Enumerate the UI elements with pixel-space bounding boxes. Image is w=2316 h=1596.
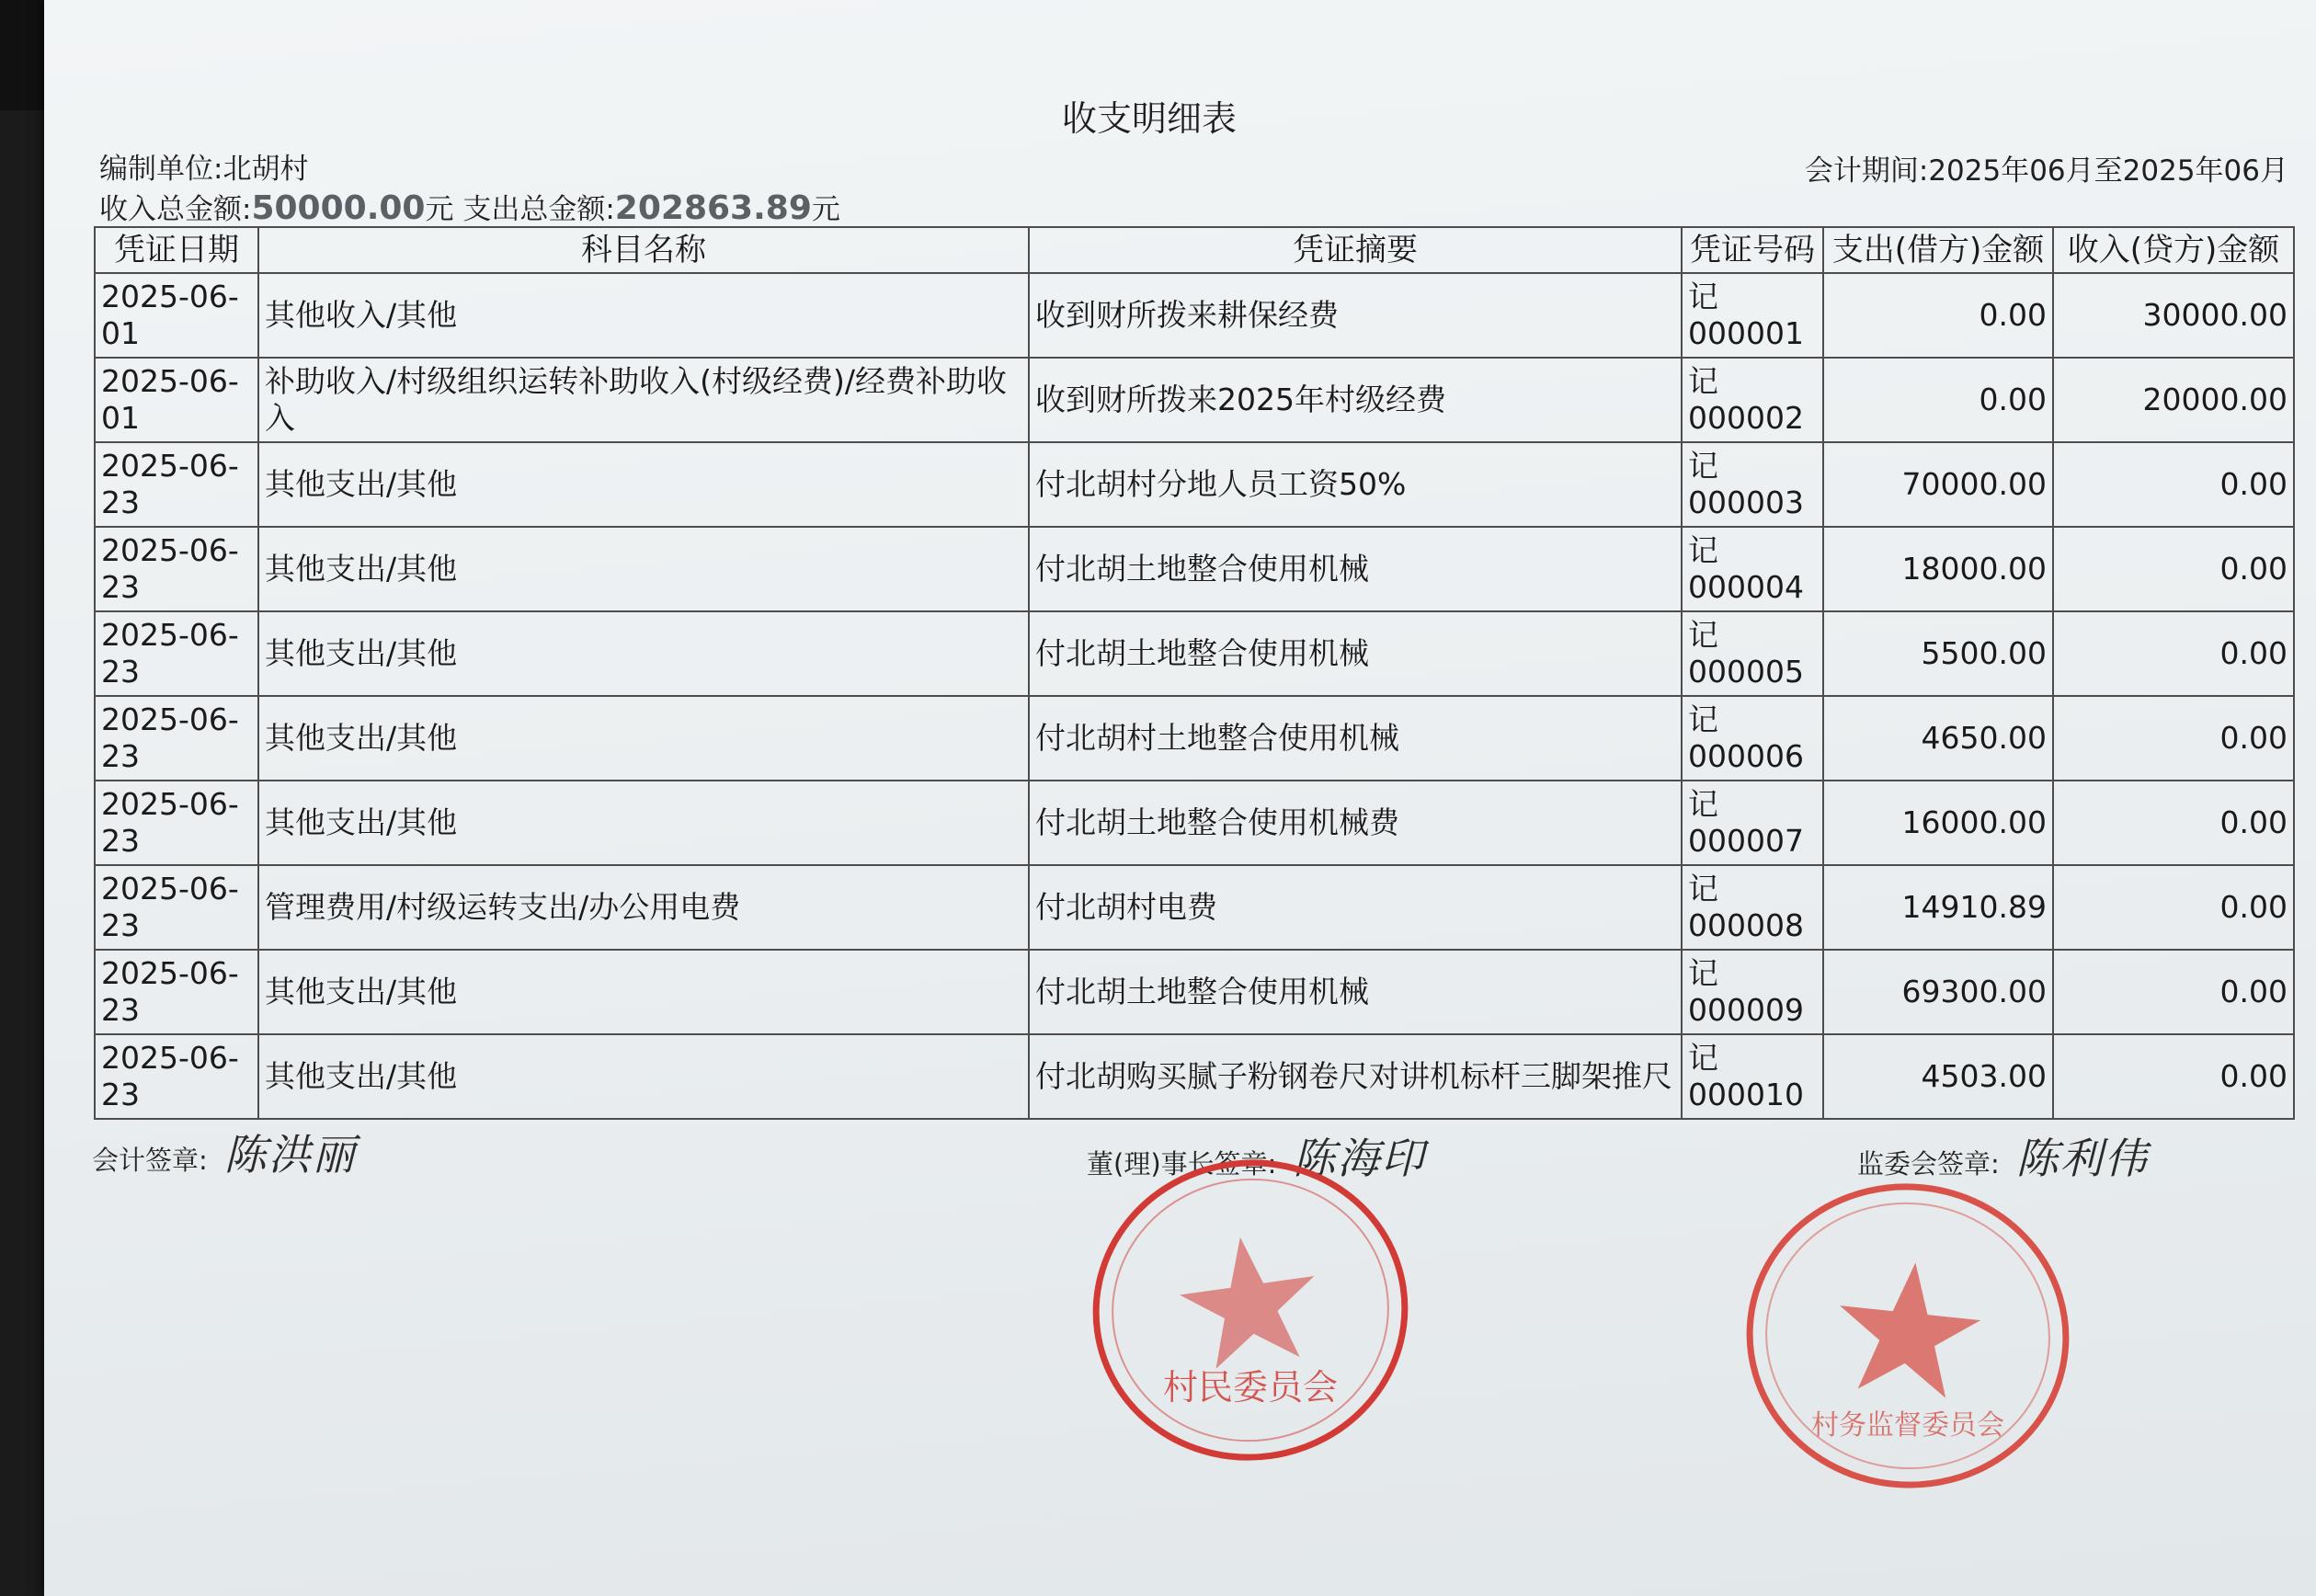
cell-date: 2025-06-23 <box>95 696 258 781</box>
director-label: 董(理)事长签章: <box>1087 1148 1277 1180</box>
village-committee-seal <box>1085 1149 1416 1471</box>
cell-credit: 30000.00 <box>2053 273 2294 358</box>
director-signature: 陈海印 <box>1293 1134 1426 1183</box>
cell-voucher: 记000003 <box>1682 442 1823 527</box>
cell-date: 2025-06-23 <box>95 781 258 865</box>
cell-subject: 其他支出/其他 <box>258 611 1029 696</box>
income-total: 50000.00 <box>251 189 426 227</box>
table-row <box>95 1034 2294 1119</box>
cell-voucher: 记000009 <box>1682 950 1823 1034</box>
cell-date: 2025-06-23 <box>95 1034 258 1119</box>
document-title: 收支明细表 <box>1061 98 1237 139</box>
header-debit-amount: 支出(借方)金额 <box>1823 227 2053 273</box>
supervisory-seal-text: 村务监督委员会 <box>1811 1409 2004 1442</box>
cell-voucher: 记000001 <box>1682 273 1823 358</box>
cell-summary: 付北胡土地整合使用机械 <box>1029 611 1682 696</box>
cell-credit: 0.00 <box>2053 611 2294 696</box>
supervisory-committee-seal <box>1738 1175 2078 1497</box>
supervisor-label: 监委会签章: <box>1857 1148 2000 1180</box>
cell-credit: 0.00 <box>2053 1034 2294 1119</box>
cell-voucher: 记000002 <box>1682 358 1823 442</box>
cell-credit: 0.00 <box>2053 527 2294 611</box>
cell-summary: 付北胡村土地整合使用机械 <box>1029 696 1682 781</box>
cell-subject: 其他支出/其他 <box>258 696 1029 781</box>
cell-voucher: 记000004 <box>1682 527 1823 611</box>
cell-subject: 补助收入/村级组织运转补助收入(村级经费)/经费补助收入 <box>258 358 1029 442</box>
cell-debit: 14910.89 <box>1823 865 2053 950</box>
cell-date: 2025-06-23 <box>95 865 258 950</box>
cell-summary: 付北胡土地整合使用机械 <box>1029 527 1682 611</box>
table-header-row <box>95 227 2294 273</box>
cell-date: 2025-06-23 <box>95 611 258 696</box>
expense-unit: 元 <box>811 193 840 226</box>
cell-credit: 0.00 <box>2053 865 2294 950</box>
village-seal-text: 村民委员会 <box>1162 1367 1339 1408</box>
table-row <box>95 865 2294 950</box>
table-row <box>95 611 2294 696</box>
cell-voucher: 记000010 <box>1682 1034 1823 1119</box>
cell-credit: 0.00 <box>2053 442 2294 527</box>
cell-date: 2025-06-23 <box>95 950 258 1034</box>
cell-summary: 付北胡土地整合使用机械 <box>1029 950 1682 1034</box>
expense-label: 支出总金额: <box>462 193 615 226</box>
header-voucher-date: 凭证日期 <box>95 227 258 273</box>
table-row <box>95 273 2294 358</box>
table-row <box>95 696 2294 781</box>
header-credit-amount: 收入(贷方)金额 <box>2053 227 2294 273</box>
table-row <box>95 781 2294 865</box>
totals-line <box>99 186 840 227</box>
cell-debit: 16000.00 <box>1823 781 2053 865</box>
cell-debit: 4503.00 <box>1823 1034 2053 1119</box>
cell-debit: 0.00 <box>1823 273 2053 358</box>
income-label: 收入总金额: <box>99 193 252 226</box>
cell-voucher: 记000005 <box>1682 611 1823 696</box>
cell-summary: 收到财所拨来耕保经费 <box>1029 273 1682 358</box>
cell-debit: 69300.00 <box>1823 950 2053 1034</box>
cell-date: 2025-06-01 <box>95 358 258 442</box>
cell-subject: 其他支出/其他 <box>258 950 1029 1034</box>
cell-debit: 5500.00 <box>1823 611 2053 696</box>
header-subject-name: 科目名称 <box>258 227 1029 273</box>
supervisor-signature: 陈利伟 <box>2015 1134 2149 1183</box>
cell-subject: 其他收入/其他 <box>258 273 1029 358</box>
expense-total: 202863.89 <box>614 189 812 227</box>
table-row <box>95 527 2294 611</box>
cell-summary: 付北胡村电费 <box>1029 865 1682 950</box>
cell-subject: 其他支出/其他 <box>258 527 1029 611</box>
compiling-unit: 编制单位:北胡村 <box>99 153 309 186</box>
cell-credit: 20000.00 <box>2053 358 2294 442</box>
cell-subject: 其他支出/其他 <box>258 442 1029 527</box>
cell-summary: 付北胡村分地人员工资50% <box>1029 442 1682 527</box>
cell-credit: 0.00 <box>2053 950 2294 1034</box>
accountant-signature-block <box>92 1122 357 1182</box>
table-row <box>95 442 2294 527</box>
cell-subject: 其他支出/其他 <box>258 781 1029 865</box>
header-voucher-summary: 凭证摘要 <box>1029 227 1682 273</box>
cell-voucher: 记000006 <box>1682 696 1823 781</box>
table-row <box>95 950 2294 1034</box>
cell-credit: 0.00 <box>2053 781 2294 865</box>
income-unit: 元 <box>425 193 454 226</box>
header-voucher-number: 凭证号码 <box>1682 227 1823 273</box>
cell-credit: 0.00 <box>2053 696 2294 781</box>
ledger-table <box>94 226 2295 1120</box>
cell-subject: 其他支出/其他 <box>258 1034 1029 1119</box>
cell-summary: 收到财所拨来2025年村级经费 <box>1029 358 1682 442</box>
cell-voucher: 记000008 <box>1682 865 1823 950</box>
cell-debit: 18000.00 <box>1823 527 2053 611</box>
cell-subject: 管理费用/村级运转支出/办公用电费 <box>258 865 1029 950</box>
accounting-period: 会计期间:2025年06月至2025年06月 <box>1804 154 2288 188</box>
cell-date: 2025-06-23 <box>95 442 258 527</box>
cell-summary: 付北胡土地整合使用机械费 <box>1029 781 1682 865</box>
accountant-label: 会计签章: <box>92 1145 208 1176</box>
cell-debit: 4650.00 <box>1823 696 2053 781</box>
cell-summary: 付北胡购买腻子粉钢卷尺对讲机标杆三脚架推尺 <box>1029 1034 1682 1119</box>
cell-voucher: 记000007 <box>1682 781 1823 865</box>
table-row <box>95 358 2294 442</box>
cell-date: 2025-06-23 <box>95 527 258 611</box>
cell-date: 2025-06-01 <box>95 273 258 358</box>
accountant-signature: 陈洪丽 <box>223 1130 357 1180</box>
cell-debit: 70000.00 <box>1823 442 2053 527</box>
cell-debit: 0.00 <box>1823 358 2053 442</box>
